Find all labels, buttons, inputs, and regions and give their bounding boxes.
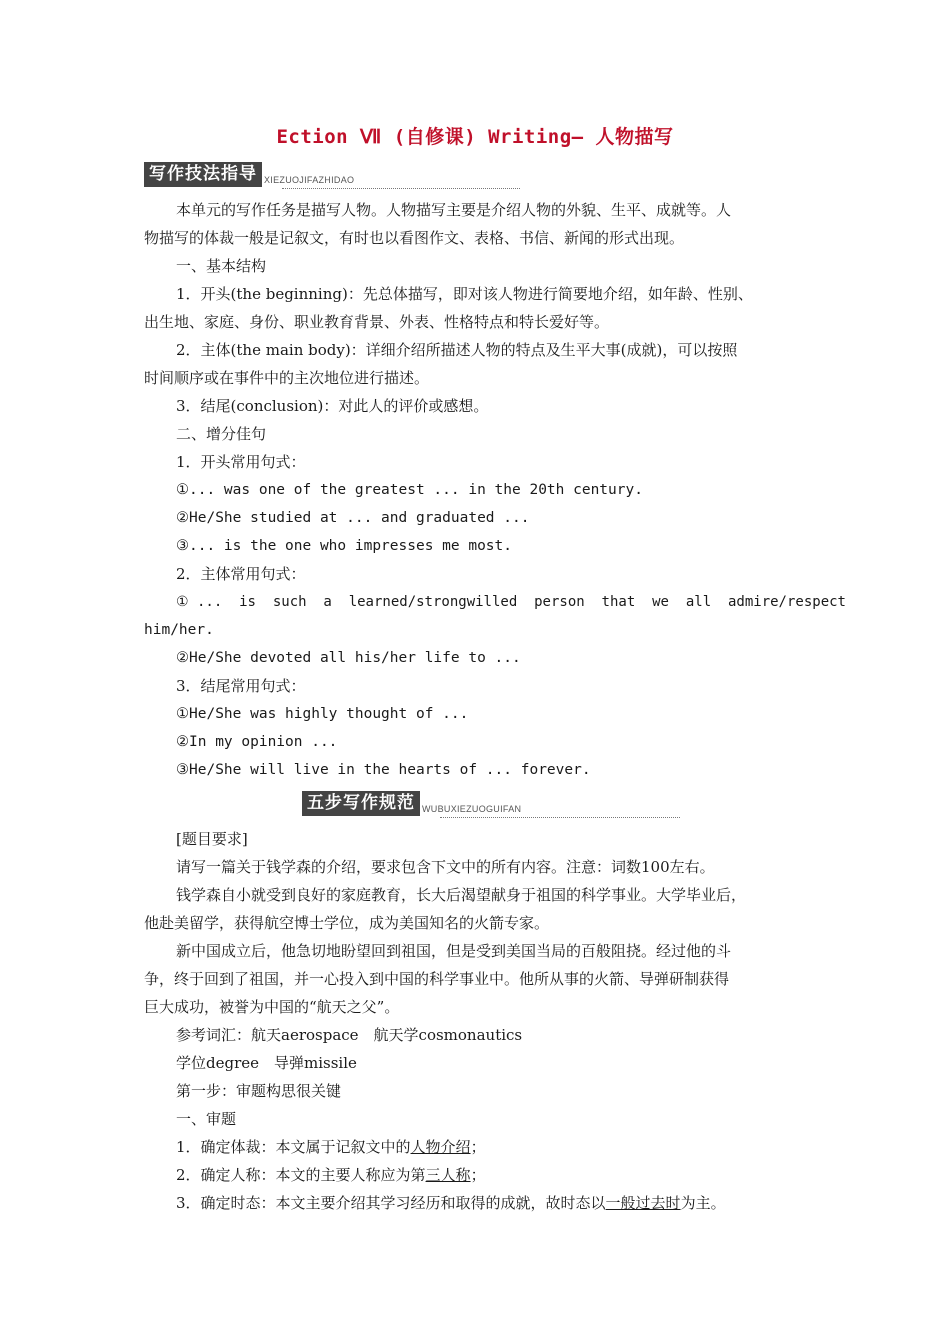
banner-divider	[282, 188, 520, 189]
paragraph-line: 3．结尾(conclusion)：对此人的评价或感想。	[176, 397, 489, 415]
section-banner-five-steps	[302, 791, 521, 816]
item-text: 1．确定体裁：本文属于记叙文中的	[176, 1138, 411, 1156]
example-sentence: ②In my opinion ...	[176, 734, 338, 750]
example-sentence: him/her.	[144, 622, 214, 638]
paragraph-line: 他赴美留学，获得航空博士学位，成为美国知名的火箭专家。	[144, 914, 550, 932]
item-text: 2．确定人称：本文的主要人称应为第	[176, 1166, 426, 1184]
banner-label: 五步写作规范	[302, 791, 420, 816]
paragraph-line: 请写一篇关于钱学森的介绍，要求包含下文中的所有内容。注意：词数100左右。	[176, 858, 715, 876]
example-sentence: ②He/She devoted all his/her life to ...	[176, 650, 521, 666]
analysis-item	[176, 1137, 486, 1157]
paragraph-line: 2．主体(the main body)：详细介绍所描述人物的特点及生平大事(成就)，可以按照	[176, 341, 738, 359]
paragraph-line: 时间顺序或在事件中的主次地位进行描述。	[144, 369, 430, 387]
banner-pinyin: WUBUXIEZUOGUIFAN	[422, 804, 522, 814]
heading-line: [题目要求]	[176, 830, 248, 848]
example-sentence: ① ... is such a learned/strongwilled person that we all admire/respect	[176, 594, 846, 610]
paragraph-line: 出生地、家庭、身份、职业教育背景、外表、性格特点和特长爱好等。	[144, 313, 610, 331]
paragraph-line: 钱学森自小就受到良好的家庭教育，长大后渴望献身于祖国的科学事业。大学毕业后，	[176, 886, 747, 904]
item-text: 为主。	[680, 1194, 726, 1212]
example-sentence: ①... was one of the greatest ... in the 20th century.	[176, 482, 643, 498]
analysis-item	[176, 1193, 726, 1213]
item-text: ；	[470, 1166, 486, 1184]
paragraph-line: 新中国成立后，他急切地盼望回到祖国，但是受到美国当局的百般阻挠。经过他的斗	[176, 942, 732, 960]
vocab-line: 学位degree 导弹missile	[176, 1054, 357, 1072]
heading-line: 二、增分佳句	[176, 425, 267, 443]
heading-line: 一、审题	[176, 1110, 237, 1128]
heading-line: 一、基本结构	[176, 257, 267, 275]
banner-label: 写作技法指导	[144, 162, 262, 187]
example-sentence: ③... is the one who impresses me most.	[176, 538, 512, 554]
paragraph-line: 巨大成功，被誉为中国的“航天之父”。	[144, 998, 400, 1016]
item-text: ；	[470, 1138, 486, 1156]
vocab-line: 参考词汇：航天aerospace 航天学cosmonautics	[176, 1026, 523, 1044]
step-heading: 第一步：审题构思很关键	[176, 1082, 342, 1100]
answer-underlined: 三人称	[425, 1166, 471, 1184]
banner-pinyin: XIEZUOJIFAZHIDAO	[264, 175, 355, 185]
subheading-line: 3．结尾常用句式：	[176, 677, 306, 695]
analysis-item	[176, 1165, 486, 1185]
subheading-line: 2．主体常用句式：	[176, 565, 306, 583]
page-title: Ection Ⅶ (自修课) Writing— 人物描写	[276, 126, 674, 148]
example-sentence: ②He/She studied at ... and graduated ...	[176, 510, 530, 526]
answer-underlined: 一般过去时	[605, 1194, 681, 1212]
paragraph-line: 争，终于回到了祖国，并一心投入到中国的科学事业中。他所从事的火箭、导弹研制获得	[144, 970, 730, 988]
subheading-line: 1．开头常用句式：	[176, 453, 306, 471]
answer-underlined: 人物介绍	[410, 1138, 471, 1156]
item-text: 3．确定时态：本文主要介绍其学习经历和取得的成就，故时态以	[176, 1194, 606, 1212]
paragraph-line: 本单元的写作任务是描写人物。人物描写主要是介绍人物的外貌、生平、成就等。人	[176, 201, 732, 219]
paragraph-line: 1．开头(the beginning)：先总体描写，即对该人物进行简要地介绍，如年龄、性别、	[176, 285, 753, 303]
section-banner-writing-tips	[144, 162, 354, 187]
paragraph-line: 物描写的体裁一般是记叙文，有时也以看图作文、表格、书信、新闻的形式出现。	[144, 229, 685, 247]
banner-divider	[440, 817, 680, 818]
example-sentence: ③He/She will live in the hearts of ... forever.	[176, 762, 591, 778]
example-sentence: ①He/She was highly thought of ...	[176, 706, 469, 722]
